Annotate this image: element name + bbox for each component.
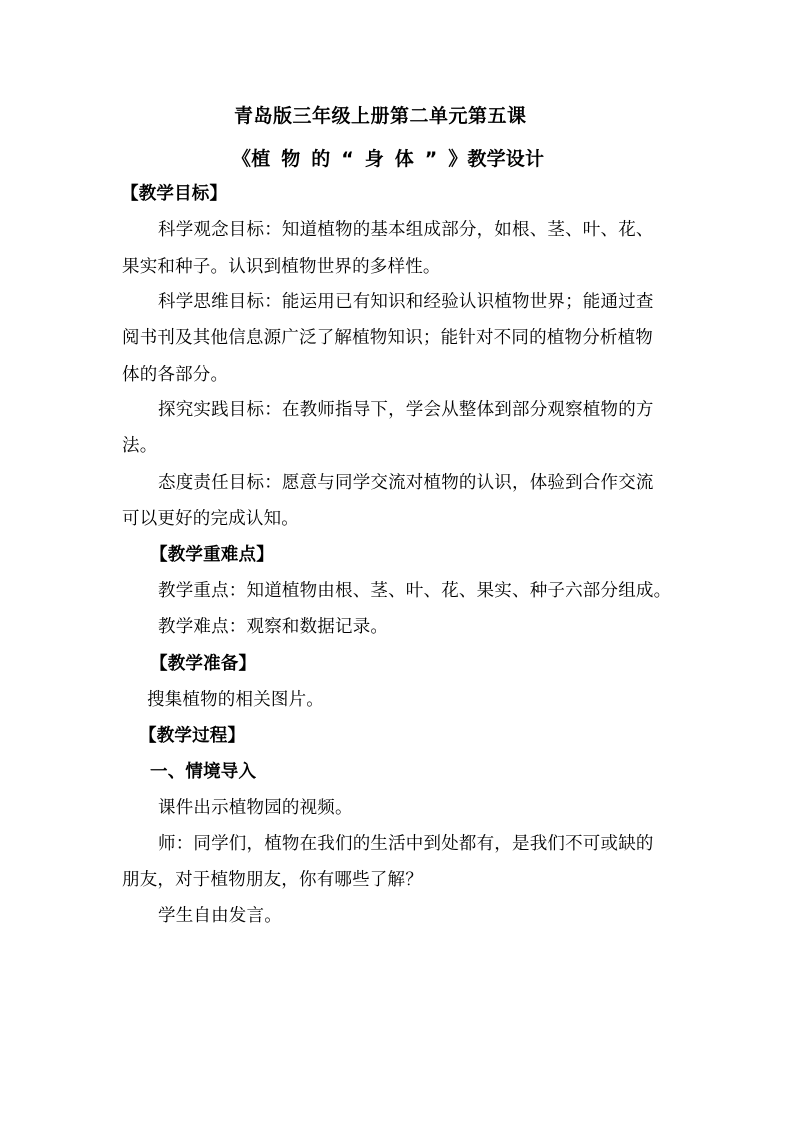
key-points-heading: 【教学重难点】 [150,545,274,565]
objective-1-line-2: 果实和种子。认识到植物世界的多样性。 [122,257,441,277]
preparation-heading: 【教学准备】 [150,654,257,674]
student-response: 学生自由发言。 [158,906,282,926]
objective-4-line-1: 态度责任目标：愿意与同学交流对植物的认识，体验到合作交流 [158,473,654,493]
subtitle-close: 》教学设计 [448,148,545,170]
document-subtitle [232,147,544,171]
process-heading: 【教学过程】 [139,726,246,746]
step-1-text: 课件出示植物园的视频。 [158,798,353,818]
subtitle-spaced-text: 植物的“身体” [251,148,449,170]
objective-3-line-1: 探究实践目标：在教师指导下，学会从整体到部分观察植物的方 [158,400,654,420]
objectives-heading: 【教学目标】 [121,184,228,204]
preparation-text: 搜集植物的相关图片。 [147,690,324,710]
difficult-point: 教学难点：观察和数据记录。 [158,617,389,637]
key-point: 教学重点：知道植物由根、茎、叶、花、果实、种子六部分组成。 [158,581,672,601]
step-1-heading: 一、情境导入 [150,762,257,782]
teacher-line-2: 朋友，对于植物朋友，你有哪些了解？ [122,870,423,890]
objective-1-line-1: 科学观念目标：知道植物的基本组成部分，如根、茎、叶、花、 [158,220,654,240]
objective-2-line-1: 科学思维目标：能运用已有知识和经验认识植物世界；能通过查 [158,292,654,312]
objective-2-line-2: 阅书刊及其他信息源广泛了解植物知识；能针对不同的植物分析植物 [122,328,653,348]
objective-2-line-3: 体的各部分。 [122,365,229,385]
teacher-line-1: 师：同学们，植物在我们的生活中到处都有，是我们不可或缺的 [158,834,654,854]
document-title: 青岛版三年级上册第二单元第五课 [234,105,527,127]
objective-3-line-2: 法。 [122,436,158,456]
subtitle-open-bracket: 《 [232,148,252,170]
objective-4-line-2: 可以更好的完成认知。 [122,509,299,529]
